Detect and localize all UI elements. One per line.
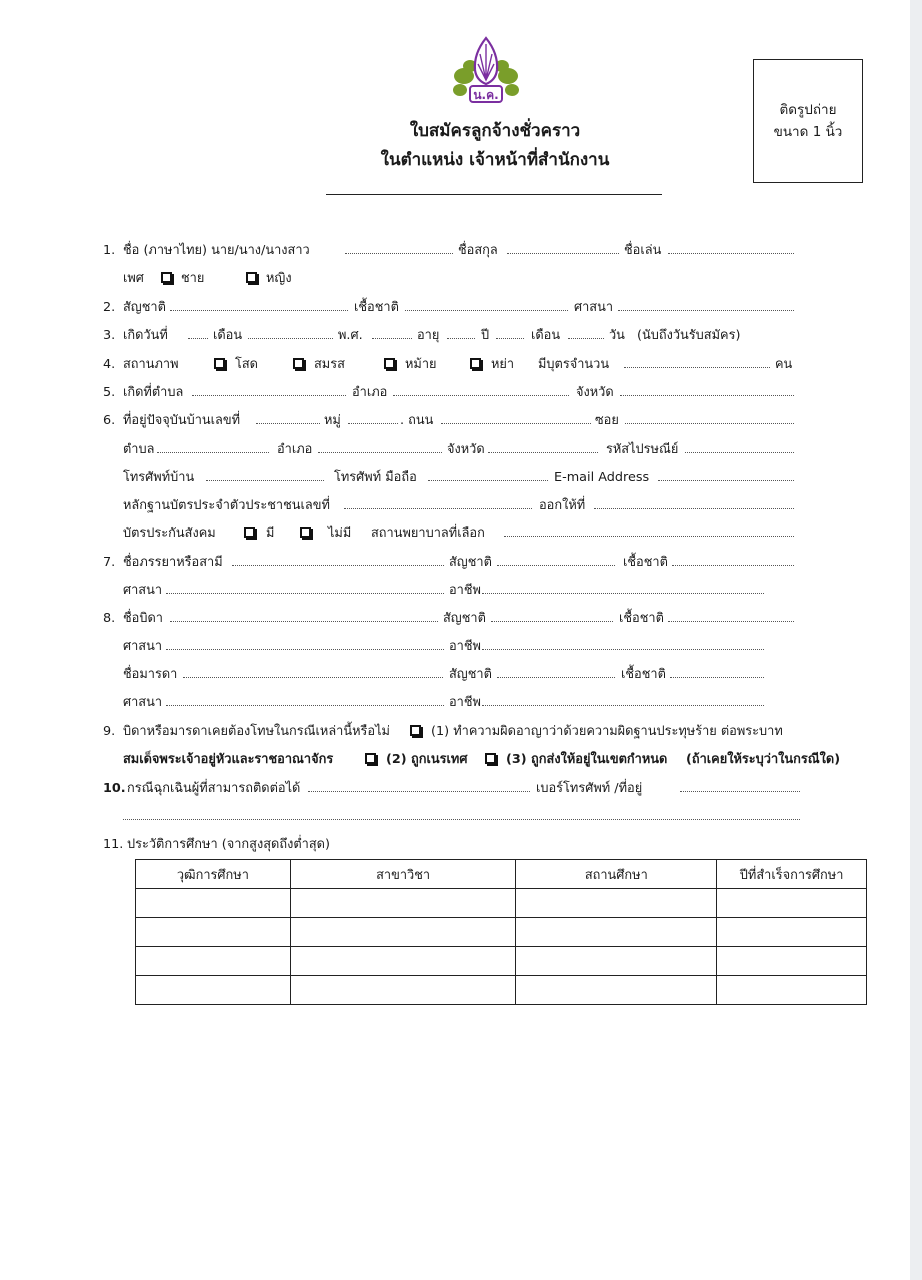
label-spouse-nationality: สัญชาติ [449,555,492,570]
label-mother-religion: ศาสนา [123,695,163,710]
village-field[interactable] [348,423,398,424]
institution-cell[interactable] [516,976,717,1005]
spouse-occupation-field[interactable] [482,593,764,594]
label-district: อำเภอ [277,442,313,457]
label-conviction-note: (ถ้าเคยให้ระบุว่าในกรณีใด) [686,752,841,767]
no-social-security-checkbox[interactable] [300,527,311,538]
label-mother-name: ชื่อมารดา [123,667,178,682]
birth-province-field[interactable] [620,395,794,396]
emblem-logo [448,34,524,106]
label-id-card-number: หลักฐานบัตรประจำตัวประชาชนเลขที่ [123,498,330,513]
row-gender [0,267,910,291]
spouse-name-field[interactable] [232,565,444,566]
table-header-row [136,860,867,889]
table-row [136,976,867,1005]
father-occupation-field[interactable] [482,649,764,650]
row-address-2 [0,438,910,462]
male-checkbox[interactable] [161,272,172,283]
item-number: 1. [103,243,116,258]
label-birth-province: จังหวัด [576,385,614,400]
row-parent-conviction [0,720,910,744]
label-race: เชื้อชาติ [354,300,399,315]
single-checkbox[interactable] [214,358,225,369]
email-field[interactable] [658,480,794,481]
degree-cell[interactable] [136,889,291,918]
soi-field[interactable] [625,423,794,424]
major-cell[interactable] [290,947,516,976]
label-female: หญิง [266,271,292,286]
row-father [0,607,910,631]
form-title: ใบสมัครลูกจ้างชั่วคราว [409,121,581,141]
label-widowed: หม้าย [405,357,437,372]
row-birthdate [0,324,910,348]
label-father-name: ชื่อบิดา [123,611,163,626]
emergency-contact-field[interactable] [308,791,530,792]
widowed-checkbox[interactable] [384,358,395,369]
issued-at-field[interactable] [594,508,794,509]
age-months-field[interactable] [496,338,524,339]
logo-text: น.ค. [473,88,499,102]
item-number: 3. [103,328,116,343]
label-conviction-3: (3) ถูกส่งให้อยู่ในเขตกำหนด [506,752,668,767]
married-checkbox[interactable] [293,358,304,369]
label-postal-code: รหัสไปรษณีย์ [606,442,679,457]
label-mother-nationality: สัญชาติ [449,667,492,682]
age-days-field[interactable] [568,338,604,339]
photo-box [753,59,863,183]
label-spouse-name: ชื่อภรรยาหรือสามี [123,555,223,570]
row-mother [0,663,910,687]
year-cell[interactable] [717,976,867,1005]
label-mother-race: เชื้อชาติ [621,667,666,682]
birth-month-field[interactable] [248,338,333,339]
label-yes: มี [266,526,275,541]
label-phone-address: เบอร์โทรศัพท์ /ที่อยู่ [536,781,643,796]
label-education-history: ประวัติการศึกษา (จากสูงสุดถึงต่ำสุด) [127,837,330,852]
label-spouse-occupation: อาชีพ [449,583,481,598]
major-cell[interactable] [290,889,516,918]
nationality-field[interactable] [170,310,348,311]
row-parent-conviction-2 [0,748,910,772]
photo-box-line1: ติดรูปถ่าย [779,102,837,118]
degree-cell[interactable] [136,947,291,976]
item-number: 6. [103,413,116,428]
row-emergency-contact-2 [0,805,910,829]
label-months: เดือน [531,328,561,343]
label-social-security: บัตรประกันสังคม [123,526,216,541]
label-single: โสด [235,357,258,372]
row-social-security [0,522,910,546]
id-card-number-field[interactable] [344,508,532,509]
female-checkbox[interactable] [246,272,257,283]
row-name [0,239,910,263]
mobile-phone-field[interactable] [428,480,548,481]
item-number: 2. [103,300,116,315]
row-spouse [0,551,910,575]
district-field[interactable] [318,452,442,453]
phone-address-field[interactable] [680,791,800,792]
conviction-1-checkbox[interactable] [410,725,421,736]
home-phone-field[interactable] [206,480,324,481]
item-number: 9. [103,724,116,739]
year-cell[interactable] [717,947,867,976]
mother-race-field[interactable] [670,677,764,678]
label-surname: ชื่อสกุล [458,243,498,258]
label-email: E-mail Address [554,470,650,485]
label-mother-occupation: อาชีพ [449,695,481,710]
has-social-security-checkbox[interactable] [244,527,255,538]
label-conviction-2: (2) ถูกเนรเทศ [386,752,468,767]
item-number: 11. [103,837,124,852]
label-age: อายุ [417,328,440,343]
province-field[interactable] [488,452,598,453]
label-home-phone: โทรศัพท์บ้าน [123,470,195,485]
item-number: 8. [103,611,116,626]
label-birth-district: อำเภอ [352,385,388,400]
nickname-field[interactable] [668,253,794,254]
item-number: 4. [103,357,116,372]
conviction-2-checkbox[interactable] [365,753,376,764]
title-divider [326,194,662,195]
label-village: หมู่ [324,413,341,428]
table-row [136,947,867,976]
row-birthplace [0,381,910,405]
mother-occupation-field[interactable] [482,705,764,706]
label-birth-day: เกิดวันที่ [123,328,168,343]
major-cell[interactable] [290,918,516,947]
birth-day-field[interactable] [188,338,208,339]
label-nickname: ชื่อเล่น [624,243,662,258]
education-table [135,859,867,1005]
label-years: ปี [481,328,490,343]
label-counted-note: (นับถึงวันรับสมัคร) [637,328,741,343]
header-major: สาขาวิชา [290,860,516,889]
father-name-field[interactable] [170,621,438,622]
children-count-field[interactable] [624,367,770,368]
label-religion: ศาสนา [574,300,614,315]
row-nationality [0,296,910,320]
label-province: จังหวัด [447,442,485,457]
father-race-field[interactable] [668,621,794,622]
label-parent-conviction: บิดาหรือมารดาเคยต้องโทษในกรณีเหล่านี้หรือไม่ [123,724,390,739]
postal-code-field[interactable] [685,452,794,453]
institution-cell[interactable] [516,947,717,976]
institution-cell[interactable] [516,918,717,947]
label-marital-status: สถานภาพ [123,357,179,372]
emergency-contact-extra-field[interactable] [123,819,800,820]
label-thai-name: ชื่อ (ภาษาไทย) นาย/นาง/นางสาว [123,243,310,258]
label-days: วัน [609,328,625,343]
table-row [136,918,867,947]
label-spouse-religion: ศาสนา [123,583,163,598]
row-mother-2 [0,691,910,715]
label-gender: เพศ [123,271,144,286]
table-row [136,889,867,918]
spouse-religion-field[interactable] [166,593,444,594]
label-conviction-1: (1) ทำความผิดอาญาว่าด้วยความผิดฐานประทุษร้าย ต่อพระบาท [431,724,783,739]
label-birth-month: เดือน [213,328,243,343]
surname-field[interactable] [507,253,619,254]
birth-district-field[interactable] [393,395,569,396]
photo-box-line2: ขนาด 1 นิ้ว [773,124,843,140]
item-number: 5. [103,385,116,400]
label-spouse-race: เชื้อชาติ [623,555,668,570]
label-issued-at: ออกให้ที่ [539,498,586,513]
major-cell[interactable] [290,976,516,1005]
divorced-checkbox[interactable] [470,358,481,369]
father-religion-field[interactable] [166,649,444,650]
year-cell[interactable] [717,918,867,947]
row-father-2 [0,635,910,659]
race-field[interactable] [405,310,568,311]
label-persons: คน [775,357,793,372]
label-divorced: หย่า [491,357,515,372]
mother-religion-field[interactable] [166,705,444,706]
form-subtitle: ในตำแหน่ง เจ้าหน้าที่สำนักงาน [380,150,610,170]
row-emergency-contact [0,777,910,801]
label-birth-year: พ.ศ. [338,328,363,343]
row-marital-status [0,353,910,377]
label-father-race: เชื้อชาติ [619,611,664,626]
row-spouse-2 [0,579,910,603]
label-nationality: สัญชาติ [123,300,166,315]
subdistrict-field[interactable] [157,452,269,453]
header-degree: วุฒิการศึกษา [136,860,291,889]
year-cell[interactable] [717,889,867,918]
label-male: ชาย [181,271,205,286]
spouse-nationality-field[interactable] [497,565,615,566]
spouse-race-field[interactable] [672,565,794,566]
label-conviction-1-cont: สมเด็จพระเจ้าอยู่หัวและราชอาณาจักร [123,752,334,767]
label-mobile-phone: โทรศัพท์ มือถือ [334,470,417,485]
degree-cell[interactable] [136,976,291,1005]
label-married: สมรส [314,357,345,372]
row-education [0,833,910,857]
conviction-3-checkbox[interactable] [485,753,496,764]
row-id-card [0,494,910,518]
hospital-field[interactable] [504,536,794,537]
label-father-occupation: อาชีพ [449,639,481,654]
page-edge [910,0,922,1280]
label-soi: ซอย [595,413,619,428]
item-number: 7. [103,555,116,570]
age-years-field[interactable] [447,338,475,339]
institution-cell[interactable] [516,889,717,918]
father-nationality-field[interactable] [491,621,613,622]
degree-cell[interactable] [136,918,291,947]
birth-subdistrict-field[interactable] [192,395,346,396]
label-hospital: สถานพยาบาลที่เลือก [371,526,485,541]
label-subdistrict: ตำบล [123,442,155,457]
religion-field[interactable] [618,310,794,311]
header-institution: สถานศึกษา [516,860,717,889]
road-field[interactable] [441,423,591,424]
label-father-religion: ศาสนา [123,639,163,654]
label-house-number: ที่อยู่ปัจจุบันบ้านเลขที่ [123,413,241,428]
row-address [0,409,910,433]
house-number-field[interactable] [256,423,320,424]
name-field[interactable] [345,253,453,254]
header-graduation-year: ปีที่สำเร็จการศึกษา [717,860,867,889]
label-birth-subdistrict: เกิดที่ตำบล [123,385,184,400]
birth-year-field[interactable] [372,338,412,339]
label-no: ไม่มี [328,526,352,541]
mother-nationality-field[interactable] [497,677,615,678]
row-contact [0,466,910,490]
label-father-nationality: สัญชาติ [443,611,486,626]
mother-name-field[interactable] [183,677,443,678]
label-children-count: มีบุตรจำนวน [538,357,610,372]
label-road: . ถนน [400,413,434,428]
item-number: 10. [103,781,126,796]
label-emergency-contact: กรณีฉุกเฉินผู้ที่สามารถติดต่อได้ [127,781,301,796]
